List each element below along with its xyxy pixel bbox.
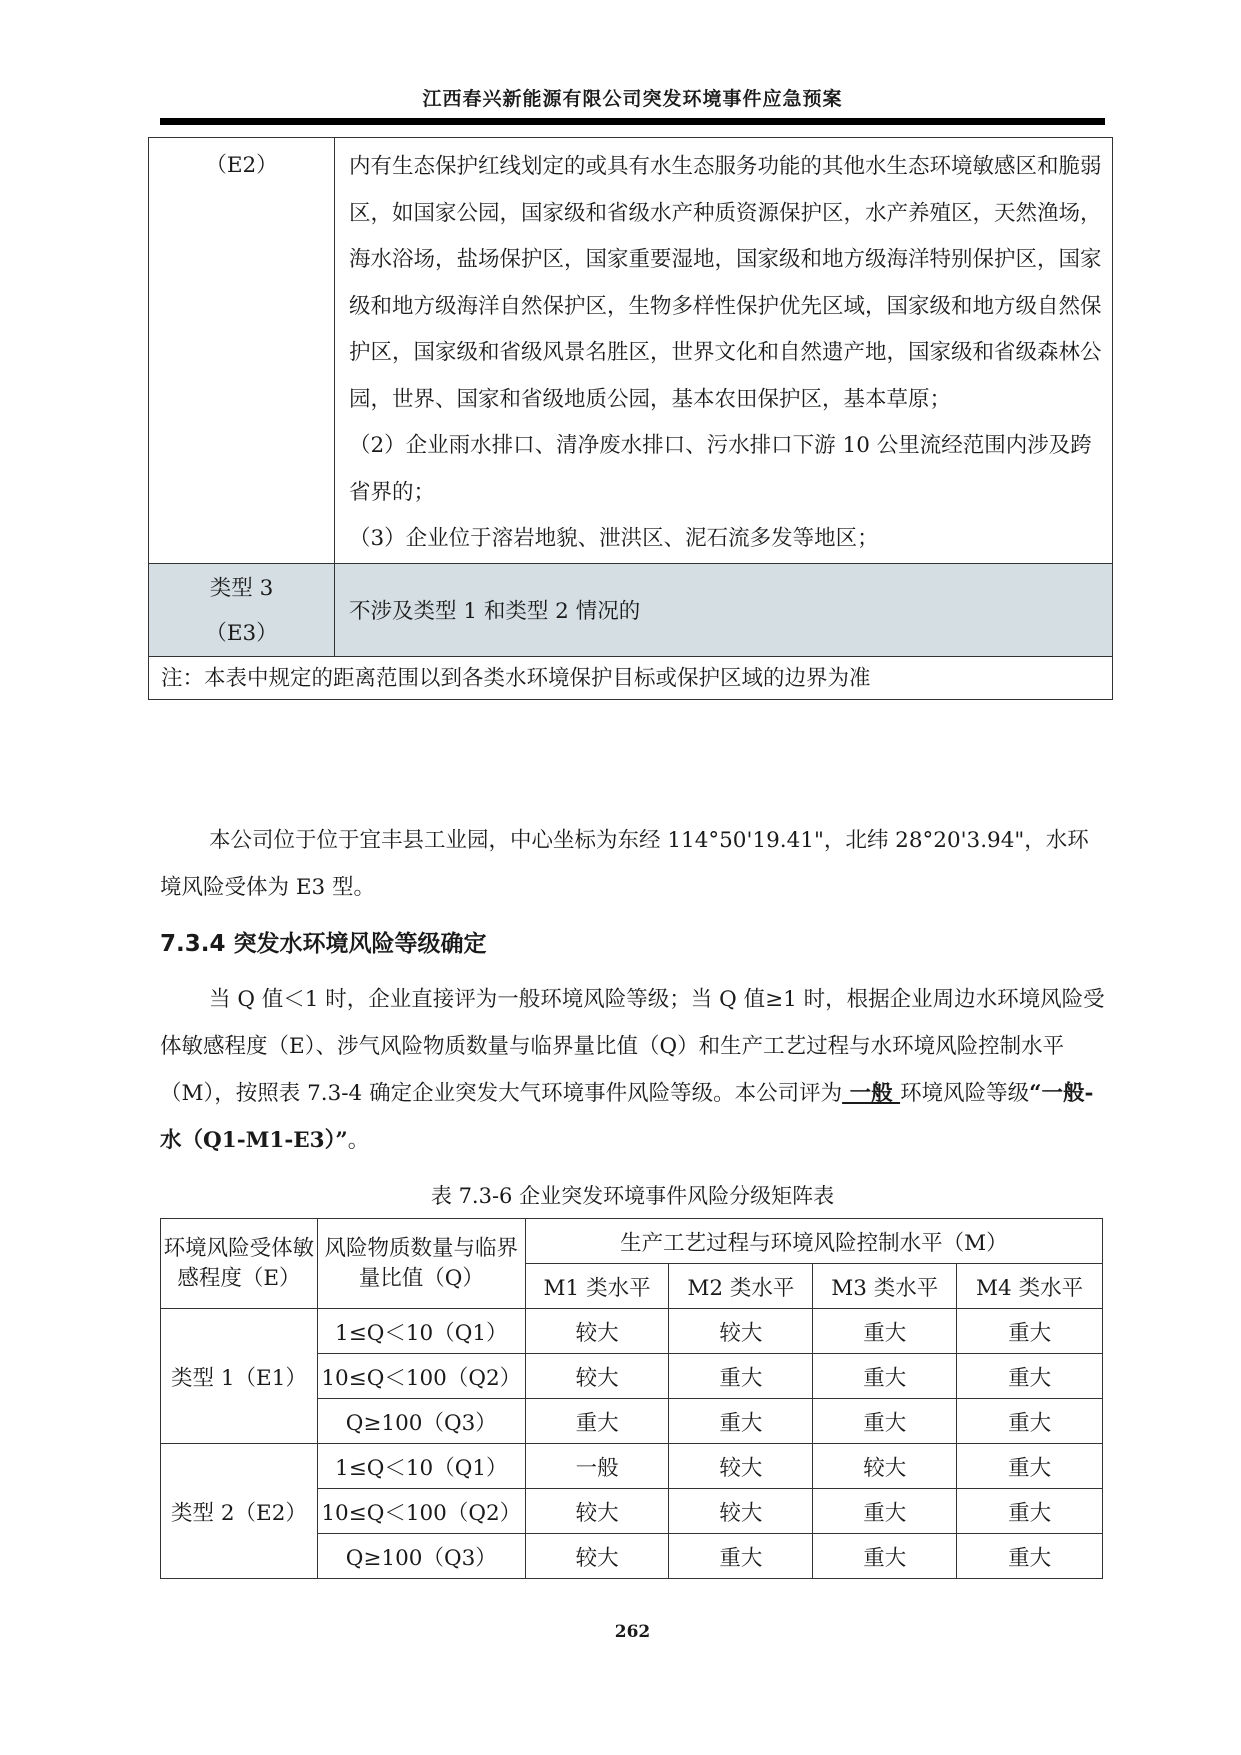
risk-cell: 重大 [957, 1444, 1103, 1489]
q-label: Q≥100（Q3） [317, 1399, 525, 1444]
matrix-header-m1: M1 类水平 [525, 1264, 669, 1309]
risk-cell: 较大 [813, 1444, 957, 1489]
water-sensitivity-table [148, 137, 1113, 700]
risk-cell: 重大 [957, 1309, 1103, 1354]
group-label-e1: 类型 1（E1） [161, 1309, 318, 1444]
q-label: 10≤Q＜100（Q2） [317, 1489, 525, 1534]
risk-paragraph-end: 。 [347, 1128, 370, 1153]
table-row-e2 [149, 138, 1113, 564]
table-row-e3 [149, 563, 1113, 656]
type-e3-label [149, 563, 335, 656]
matrix-header-q: 风险物质数量与临界量比值（Q） [317, 1219, 525, 1309]
type-e2-label: （E2） [149, 138, 335, 564]
type-e2-item-2: （2）企业雨水排口、清净废水排口、污水排口下游 10 公里流经范围内涉及跨省界的； [349, 433, 1092, 505]
header-rule [160, 118, 1105, 125]
matrix-header-m3: M3 类水平 [813, 1264, 957, 1309]
risk-cell: 重大 [813, 1534, 957, 1579]
risk-cell: 较大 [525, 1534, 669, 1579]
risk-cell: 较大 [525, 1354, 669, 1399]
risk-cell: 重大 [813, 1399, 957, 1444]
risk-cell: 重大 [957, 1354, 1103, 1399]
risk-cell: 较大 [669, 1444, 813, 1489]
risk-paragraph-text: 当 Q 值＜1 时，企业直接评为一般环境风险等级；当 Q 值≥1 时，根据企业周边水环境风险受体敏感程度（E）、涉气风险物质数量与临界量比值（Q）和生产工艺过程与水环境风险控制水平（M），按照表 7.3-4 确定企业突发大气环境事件风险等级。本公司评为 [160, 987, 1105, 1106]
risk-cell: 重大 [669, 1354, 813, 1399]
risk-cell: 较大 [669, 1309, 813, 1354]
risk-cell: 重大 [957, 1534, 1103, 1579]
type-e2-description [335, 138, 1113, 564]
page-number: 262 [614, 1622, 651, 1642]
q-label: 1≤Q＜10（Q1） [317, 1309, 525, 1354]
risk-matrix-table [160, 1218, 1103, 1579]
location-paragraph: 本公司位于位于宜丰县工业园，中心坐标为东经 114°50'19.41"，北纬 28°20'3.94"，水环境风险受体为 E3 型。 [160, 828, 1089, 900]
risk-cell: 重大 [525, 1399, 669, 1444]
table-row-note [149, 656, 1113, 699]
type-e2-main-text: 内有生态保护红线划定的或具有水生态服务功能的其他水生态环境敏感区和脆弱区，如国家公园，国家级和省级水产种质资源保护区，水产养殖区，天然渔场，海水浴场，盐场保护区，国家重要湿地，国家级和地方级海洋特别保护区，国家级和地方级海洋自然保护区，生物多样性保护优先区域，国家级和地方级自然保护区，国家级和省级风景名胜区，世界文化和自然遗产地，国家级和省级森林公园，世界、国家和省级地质公园，基本农田保护区，基本草原； [349, 154, 1102, 412]
type-e3-description: 不涉及类型 1 和类型 2 情况的 [335, 563, 1113, 656]
q-label: Q≥100（Q3） [317, 1534, 525, 1579]
risk-cell: 重大 [957, 1489, 1103, 1534]
risk-cell: 重大 [957, 1399, 1103, 1444]
type-e3-label-line1: 类型 3 [209, 575, 274, 601]
type-e3-label-line2: （E3） [205, 620, 278, 646]
table-row [161, 1309, 1103, 1354]
risk-cell: 重大 [813, 1489, 957, 1534]
risk-cell: 较大 [525, 1309, 669, 1354]
matrix-caption: 表 7.3-6 企业突发环境事件风险分级矩阵表 [430, 1184, 835, 1208]
risk-paragraph-mid: 环境风险等级 [900, 1081, 1030, 1106]
risk-cell: 一般 [525, 1444, 669, 1489]
matrix-header-m2: M2 类水平 [669, 1264, 813, 1309]
risk-cell: 重大 [669, 1399, 813, 1444]
q-label: 10≤Q＜100（Q2） [317, 1354, 525, 1399]
q-label: 1≤Q＜10（Q1） [317, 1444, 525, 1489]
risk-cell: 较大 [669, 1489, 813, 1534]
risk-cell: 较大 [525, 1489, 669, 1534]
table-row [161, 1444, 1103, 1489]
risk-cell: 重大 [669, 1534, 813, 1579]
risk-level-paragraph [160, 976, 1105, 1164]
table-note: 注：本表中规定的距离范围以到各类水环境保护目标或保护区域的边界为准 [149, 656, 1113, 699]
risk-cell: 重大 [813, 1309, 957, 1354]
matrix-header-row [161, 1219, 1103, 1264]
matrix-header-e: 环境风险受体敏感程度（E） [161, 1219, 318, 1309]
matrix-header-m: 生产工艺过程与环境风险控制水平（M） [525, 1219, 1102, 1264]
section-heading: 7.3.4 突发水环境风险等级确定 [160, 931, 487, 957]
group-label-e2: 类型 2（E2） [161, 1444, 318, 1579]
risk-level-underlined: 一般 [842, 1081, 901, 1106]
matrix-header-m4: M4 类水平 [957, 1264, 1103, 1309]
risk-cell: 重大 [813, 1354, 957, 1399]
risk-level-result: “一般-水（Q1-M1-E3）” [160, 1081, 1094, 1153]
page-header-title: 江西春兴新能源有限公司突发环境事件应急预案 [422, 88, 843, 110]
type-e2-item-3: （3）企业位于溶岩地貌、泄洪区、泥石流多发等地区； [349, 526, 879, 551]
